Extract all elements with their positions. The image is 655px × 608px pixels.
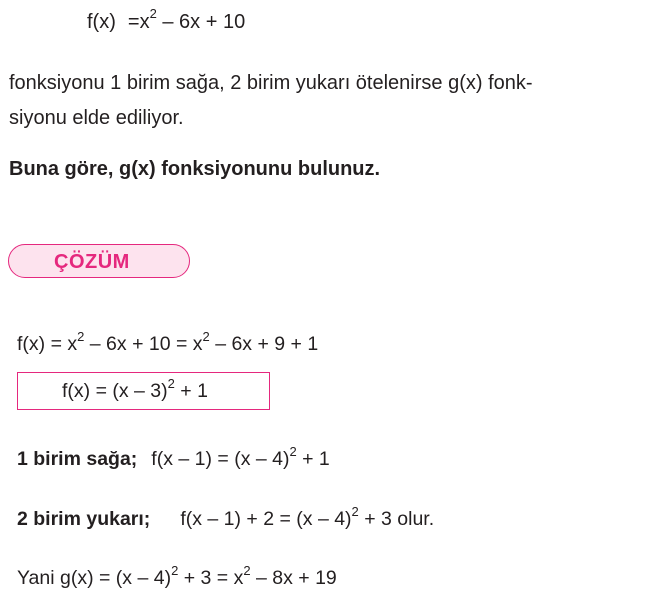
given-rhs-pre: =x	[127, 11, 150, 33]
step4-part-b: + 3 = x	[178, 567, 244, 589]
boxed-exp: 2	[167, 375, 175, 391]
question-text: Buna göre, g(x) fonksiyonunu bulunuz.	[9, 158, 381, 180]
step2-label: 1 birim sağa;	[17, 448, 138, 470]
statement-line-1: fonksiyonu 1 birim sağa, 2 birim yukarı ötelenirse g(x) fonk-	[9, 72, 533, 94]
solution-step-1	[17, 328, 319, 356]
solution-badge-label: ÇÖZÜM	[54, 251, 130, 273]
step3-label: 2 birim yukarı;	[17, 508, 151, 530]
given-rhs-post: – 6x + 10	[156, 11, 246, 33]
solution-step-4	[17, 562, 337, 590]
boxed-result-text	[62, 375, 208, 403]
step1-exp-2: 2	[202, 328, 210, 344]
solution-step-3	[17, 503, 435, 531]
step3-part-b: + 3 olur.	[358, 508, 435, 530]
step3-part-a: f(x – 1) + 2 = (x – 4)	[180, 508, 352, 530]
step1-part-a: f(x) = x	[17, 333, 78, 355]
step2-part-b: + 1	[296, 448, 330, 470]
boxed-result	[17, 372, 270, 410]
step1-exp-1: 2	[77, 328, 85, 344]
boxed-part-a: f(x) = (x – 3)	[62, 380, 168, 402]
step4-exp-2: 2	[243, 562, 251, 578]
given-exponent: 2	[149, 6, 157, 22]
solution-badge	[8, 244, 190, 278]
step3-exp: 2	[351, 503, 359, 519]
step1-part-b: – 6x + 10 = x	[84, 333, 203, 355]
statement-line-2: siyonu elde ediliyor.	[9, 107, 184, 129]
step2-part-a: f(x – 1) = (x – 4)	[151, 448, 290, 470]
step4-part-a: Yani g(x) = (x – 4)	[17, 567, 172, 589]
step4-exp-1: 2	[171, 562, 179, 578]
step1-part-c: – 6x + 9 + 1	[209, 333, 319, 355]
step4-part-c: – 8x + 19	[250, 567, 337, 589]
solution-step-2	[17, 443, 330, 471]
given-function	[87, 6, 246, 34]
boxed-part-b: + 1	[174, 380, 208, 402]
step2-exp: 2	[289, 443, 297, 459]
given-lhs: f(x)	[87, 11, 116, 33]
